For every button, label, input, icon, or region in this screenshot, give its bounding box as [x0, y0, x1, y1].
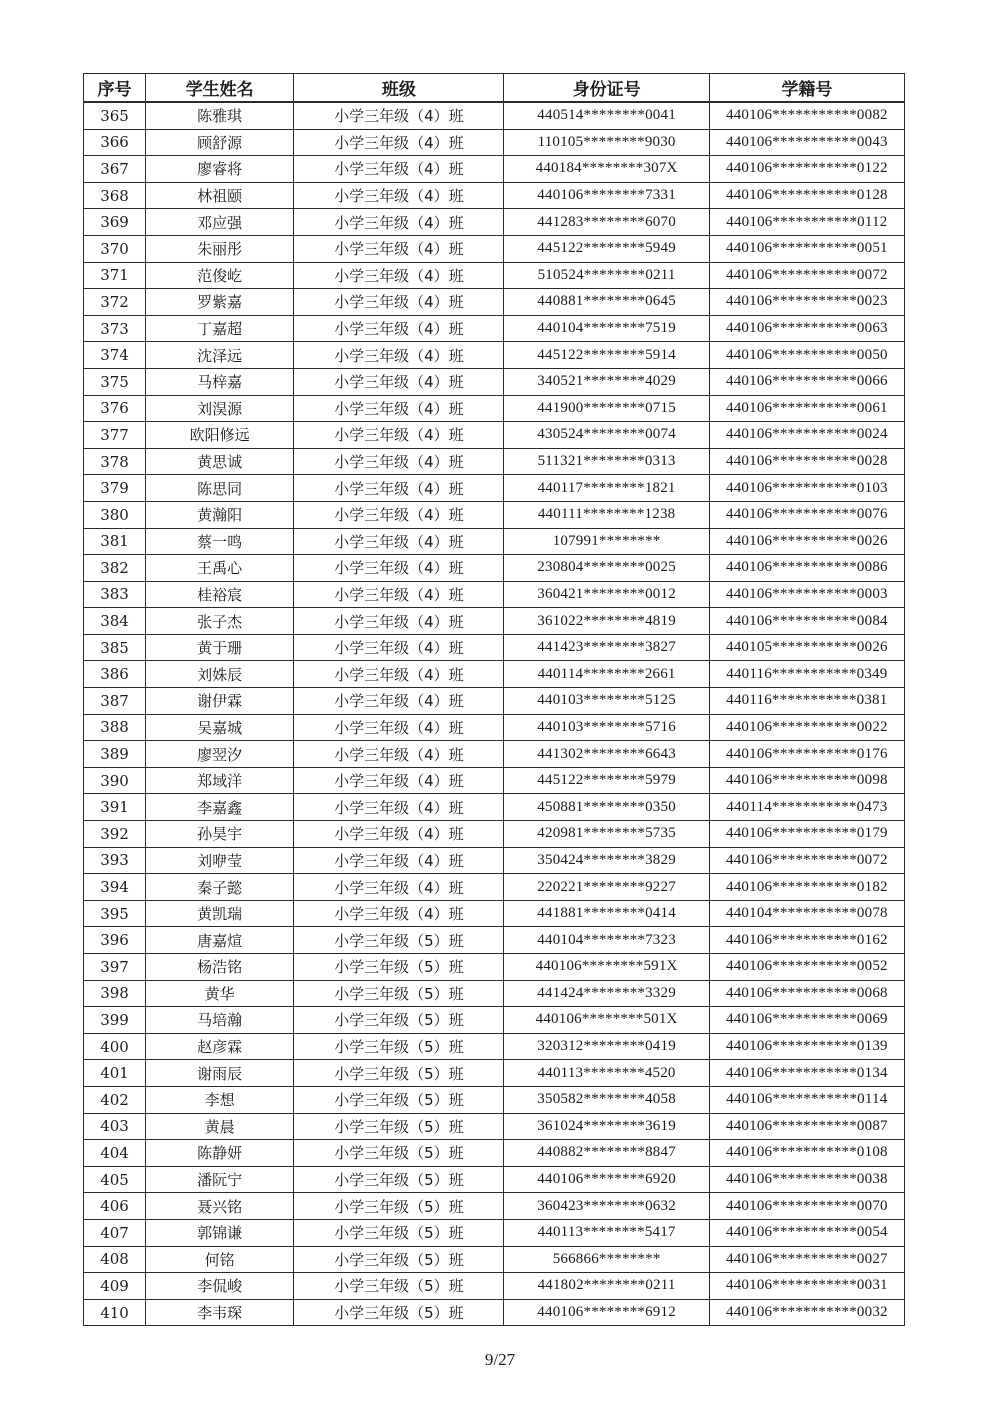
- student-name-cell: 赵彦霖: [146, 1033, 294, 1060]
- serial-number-cell: 404: [84, 1140, 146, 1167]
- id-number-cell: 441802********0211: [504, 1273, 709, 1300]
- serial-number-cell: 405: [84, 1166, 146, 1193]
- serial-number-cell: 376: [84, 395, 146, 422]
- table-row: [84, 1166, 905, 1193]
- table-row: [84, 927, 905, 954]
- student-number-cell: 440106***********0003: [709, 581, 904, 608]
- student-name-cell: 杨浩铭: [146, 954, 294, 981]
- student-number-cell: 440106***********0134: [709, 1060, 904, 1087]
- class-cell: 小学三年级（4）班: [294, 262, 504, 289]
- class-cell: 小学三年级（4）班: [294, 475, 504, 502]
- student-name-cell: 黄于珊: [146, 634, 294, 661]
- student-number-cell: 440106***********0070: [709, 1193, 904, 1220]
- id-number-cell: 445122********5949: [504, 235, 709, 262]
- id-number-cell: 230804********0025: [504, 555, 709, 582]
- table-row: [84, 422, 905, 449]
- student-number-cell: 440106***********0087: [709, 1113, 904, 1140]
- serial-number-cell: 373: [84, 315, 146, 342]
- serial-number-cell: 377: [84, 422, 146, 449]
- id-number-cell: 361022********4819: [504, 608, 709, 635]
- student-number-cell: 440106***********0026: [709, 528, 904, 555]
- student-name-cell: 马培瀚: [146, 1007, 294, 1034]
- serial-number-cell: 366: [84, 129, 146, 156]
- class-cell: 小学三年级（4）班: [294, 847, 504, 874]
- table-row: [84, 1140, 905, 1167]
- table-row: [84, 821, 905, 848]
- table-row: [84, 794, 905, 821]
- id-number-cell: 420981********5735: [504, 821, 709, 848]
- class-cell: 小学三年级（4）班: [294, 235, 504, 262]
- id-number-cell: 440881********0645: [504, 289, 709, 316]
- serial-number-cell: 384: [84, 608, 146, 635]
- student-number-cell: 440106***********0063: [709, 315, 904, 342]
- header-student-number: 学籍号: [709, 74, 904, 103]
- id-number-cell: 440111********1238: [504, 501, 709, 528]
- table-row: [84, 608, 905, 635]
- student-name-cell: 陈思同: [146, 475, 294, 502]
- id-number-cell: 440114********2661: [504, 661, 709, 688]
- class-cell: 小学三年级（4）班: [294, 741, 504, 768]
- class-cell: 小学三年级（5）班: [294, 927, 504, 954]
- table-row: [84, 1219, 905, 1246]
- student-name-cell: 郑域洋: [146, 767, 294, 794]
- header-student-name: 学生姓名: [146, 74, 294, 103]
- id-number-cell: 441283********6070: [504, 209, 709, 236]
- student-name-cell: 林祖颐: [146, 182, 294, 209]
- student-name-cell: 刘咿莹: [146, 847, 294, 874]
- header-serial-number: 序号: [84, 74, 146, 103]
- class-cell: 小学三年级（5）班: [294, 1033, 504, 1060]
- id-number-cell: 361024********3619: [504, 1113, 709, 1140]
- student-name-cell: 范俊屹: [146, 262, 294, 289]
- table-row: [84, 900, 905, 927]
- student-name-cell: 刘姝辰: [146, 661, 294, 688]
- student-number-cell: 440106***********0068: [709, 980, 904, 1007]
- student-number-cell: 440106***********0122: [709, 156, 904, 183]
- student-name-cell: 李侃峻: [146, 1273, 294, 1300]
- serial-number-cell: 395: [84, 900, 146, 927]
- table-row: [84, 767, 905, 794]
- table-row: [84, 1060, 905, 1087]
- student-number-cell: 440106***********0038: [709, 1166, 904, 1193]
- student-name-cell: 廖睿将: [146, 156, 294, 183]
- class-cell: 小学三年级（4）班: [294, 368, 504, 395]
- student-name-cell: 王禹心: [146, 555, 294, 582]
- student-number-cell: 440106***********0032: [709, 1299, 904, 1326]
- student-name-cell: 陈雅琪: [146, 102, 294, 129]
- serial-number-cell: 380: [84, 501, 146, 528]
- student-name-cell: 欧阳修远: [146, 422, 294, 449]
- student-number-cell: 440116***********0381: [709, 688, 904, 715]
- id-number-cell: 450881********0350: [504, 794, 709, 821]
- class-cell: 小学三年级（4）班: [294, 448, 504, 475]
- id-number-cell: 320312********0419: [504, 1033, 709, 1060]
- id-number-cell: 510524********0211: [504, 262, 709, 289]
- id-number-cell: 440882********8847: [504, 1140, 709, 1167]
- student-number-cell: 440106***********0128: [709, 182, 904, 209]
- student-number-cell: 440106***********0086: [709, 555, 904, 582]
- class-cell: 小学三年级（4）班: [294, 821, 504, 848]
- id-number-cell: 440104********7323: [504, 927, 709, 954]
- student-number-cell: 440106***********0084: [709, 608, 904, 635]
- table-row: [84, 1007, 905, 1034]
- header-class: 班级: [294, 74, 504, 103]
- student-name-cell: 沈泽远: [146, 342, 294, 369]
- id-number-cell: 350582********4058: [504, 1086, 709, 1113]
- serial-number-cell: 379: [84, 475, 146, 502]
- student-name-cell: 谢伊霖: [146, 688, 294, 715]
- student-number-cell: 440106***********0052: [709, 954, 904, 981]
- id-number-cell: 440103********5125: [504, 688, 709, 715]
- class-cell: 小学三年级（4）班: [294, 422, 504, 449]
- id-number-cell: 440106********7331: [504, 182, 709, 209]
- table-row: [84, 501, 905, 528]
- student-number-cell: 440106***********0112: [709, 209, 904, 236]
- serial-number-cell: 402: [84, 1086, 146, 1113]
- table-row: [84, 555, 905, 582]
- serial-number-cell: 368: [84, 182, 146, 209]
- id-number-cell: 360423********0632: [504, 1193, 709, 1220]
- student-number-cell: 440106***********0182: [709, 874, 904, 901]
- table-row: [84, 1193, 905, 1220]
- student-name-cell: 李想: [146, 1086, 294, 1113]
- student-number-cell: 440106***********0098: [709, 767, 904, 794]
- table-row: [84, 262, 905, 289]
- student-number-cell: 440106***********0162: [709, 927, 904, 954]
- student-name-cell: 罗紫嘉: [146, 289, 294, 316]
- serial-number-cell: 367: [84, 156, 146, 183]
- table-row: [84, 874, 905, 901]
- student-number-cell: 440106***********0050: [709, 342, 904, 369]
- id-number-cell: 445122********5979: [504, 767, 709, 794]
- table-row: [84, 395, 905, 422]
- table-row: [84, 102, 905, 129]
- table-row: [84, 129, 905, 156]
- student-name-cell: 何铭: [146, 1246, 294, 1273]
- id-number-cell: 440106********501X: [504, 1007, 709, 1034]
- class-cell: 小学三年级（4）班: [294, 900, 504, 927]
- class-cell: 小学三年级（5）班: [294, 1273, 504, 1300]
- table-row: [84, 1246, 905, 1273]
- id-number-cell: 441423********3827: [504, 634, 709, 661]
- table-body: [84, 102, 905, 1326]
- id-number-cell: 445122********5914: [504, 342, 709, 369]
- class-cell: 小学三年级（5）班: [294, 1193, 504, 1220]
- student-number-cell: 440106***********0051: [709, 235, 904, 262]
- table-row: [84, 342, 905, 369]
- class-cell: 小学三年级（5）班: [294, 1140, 504, 1167]
- student-number-cell: 440106***********0024: [709, 422, 904, 449]
- header-id-number: 身份证号: [504, 74, 709, 103]
- serial-number-cell: 374: [84, 342, 146, 369]
- student-name-cell: 顾舒源: [146, 129, 294, 156]
- serial-number-cell: 389: [84, 741, 146, 768]
- table-row: [84, 1299, 905, 1326]
- serial-number-cell: 378: [84, 448, 146, 475]
- class-cell: 小学三年级（5）班: [294, 980, 504, 1007]
- student-number-cell: 440106***********0176: [709, 741, 904, 768]
- student-number-cell: 440106***********0027: [709, 1246, 904, 1273]
- serial-number-cell: 383: [84, 581, 146, 608]
- class-cell: 小学三年级（4）班: [294, 182, 504, 209]
- class-cell: 小学三年级（5）班: [294, 1246, 504, 1273]
- id-number-cell: 220221********9227: [504, 874, 709, 901]
- student-number-cell: 440114***********0473: [709, 794, 904, 821]
- student-name-cell: 邓应强: [146, 209, 294, 236]
- student-name-cell: 刘淏源: [146, 395, 294, 422]
- serial-number-cell: 406: [84, 1193, 146, 1220]
- table-row: [84, 475, 905, 502]
- student-number-cell: 440106***********0023: [709, 289, 904, 316]
- table-row: [84, 714, 905, 741]
- class-cell: 小学三年级（4）班: [294, 608, 504, 635]
- student-name-cell: 吴嘉城: [146, 714, 294, 741]
- student-name-cell: 桂裕宸: [146, 581, 294, 608]
- table-row: [84, 448, 905, 475]
- id-number-cell: 440113********5417: [504, 1219, 709, 1246]
- student-number-cell: 440106***********0103: [709, 475, 904, 502]
- class-cell: 小学三年级（5）班: [294, 1219, 504, 1246]
- student-roster-table: [83, 73, 905, 1326]
- student-name-cell: 张子杰: [146, 608, 294, 635]
- student-number-cell: 440105***********0026: [709, 634, 904, 661]
- table-row: [84, 209, 905, 236]
- table-row: [84, 741, 905, 768]
- table-row: [84, 1113, 905, 1140]
- student-name-cell: 廖翌汐: [146, 741, 294, 768]
- id-number-cell: 360421********0012: [504, 581, 709, 608]
- class-cell: 小学三年级（5）班: [294, 1060, 504, 1087]
- serial-number-cell: 410: [84, 1299, 146, 1326]
- serial-number-cell: 393: [84, 847, 146, 874]
- class-cell: 小学三年级（4）班: [294, 874, 504, 901]
- serial-number-cell: 394: [84, 874, 146, 901]
- serial-number-cell: 396: [84, 927, 146, 954]
- serial-number-cell: 392: [84, 821, 146, 848]
- id-number-cell: 566866********: [504, 1246, 709, 1273]
- serial-number-cell: 397: [84, 954, 146, 981]
- class-cell: 小学三年级（4）班: [294, 688, 504, 715]
- class-cell: 小学三年级（4）班: [294, 342, 504, 369]
- serial-number-cell: 398: [84, 980, 146, 1007]
- id-number-cell: 110105********9030: [504, 129, 709, 156]
- table-row: [84, 528, 905, 555]
- class-cell: 小学三年级（4）班: [294, 289, 504, 316]
- serial-number-cell: 407: [84, 1219, 146, 1246]
- student-name-cell: 孙昊宇: [146, 821, 294, 848]
- serial-number-cell: 372: [84, 289, 146, 316]
- id-number-cell: 107991********: [504, 528, 709, 555]
- class-cell: 小学三年级（5）班: [294, 954, 504, 981]
- serial-number-cell: 369: [84, 209, 146, 236]
- table-row: [84, 289, 905, 316]
- student-name-cell: 黄瀚阳: [146, 501, 294, 528]
- student-name-cell: 李嘉鑫: [146, 794, 294, 821]
- table-row: [84, 847, 905, 874]
- table-row: [84, 368, 905, 395]
- student-name-cell: 丁嘉超: [146, 315, 294, 342]
- id-number-cell: 350424********3829: [504, 847, 709, 874]
- id-number-cell: 441900********0715: [504, 395, 709, 422]
- serial-number-cell: 388: [84, 714, 146, 741]
- table-row: [84, 315, 905, 342]
- header-row: [84, 74, 905, 103]
- table-row: [84, 1033, 905, 1060]
- serial-number-cell: 401: [84, 1060, 146, 1087]
- student-number-cell: 440106***********0069: [709, 1007, 904, 1034]
- table-row: [84, 156, 905, 183]
- serial-number-cell: 403: [84, 1113, 146, 1140]
- class-cell: 小学三年级（4）班: [294, 209, 504, 236]
- student-number-cell: 440106***********0072: [709, 262, 904, 289]
- id-number-cell: 440514********0041: [504, 102, 709, 129]
- class-cell: 小学三年级（5）班: [294, 1007, 504, 1034]
- student-name-cell: 黄思诚: [146, 448, 294, 475]
- id-number-cell: 511321********0313: [504, 448, 709, 475]
- student-name-cell: 朱丽彤: [146, 235, 294, 262]
- serial-number-cell: 390: [84, 767, 146, 794]
- serial-number-cell: 371: [84, 262, 146, 289]
- student-number-cell: 440106***********0108: [709, 1140, 904, 1167]
- table-row: [84, 182, 905, 209]
- serial-number-cell: 365: [84, 102, 146, 129]
- student-number-cell: 440116***********0349: [709, 661, 904, 688]
- id-number-cell: 441302********6643: [504, 741, 709, 768]
- table-row: [84, 1273, 905, 1300]
- student-name-cell: 黄华: [146, 980, 294, 1007]
- student-number-cell: 440106***********0179: [709, 821, 904, 848]
- class-cell: 小学三年级（4）班: [294, 129, 504, 156]
- class-cell: 小学三年级（4）班: [294, 395, 504, 422]
- serial-number-cell: 400: [84, 1033, 146, 1060]
- page-number: 9/27: [484, 1350, 516, 1369]
- student-number-cell: 440104***********0078: [709, 900, 904, 927]
- student-number-cell: 440106***********0054: [709, 1219, 904, 1246]
- table-row: [84, 980, 905, 1007]
- student-name-cell: 潘阮宁: [146, 1166, 294, 1193]
- serial-number-cell: 409: [84, 1273, 146, 1300]
- student-number-cell: 440106***********0082: [709, 102, 904, 129]
- serial-number-cell: 370: [84, 235, 146, 262]
- student-number-cell: 440106***********0028: [709, 448, 904, 475]
- table-row: [84, 954, 905, 981]
- serial-number-cell: 399: [84, 1007, 146, 1034]
- student-name-cell: 李韦琛: [146, 1299, 294, 1326]
- table-row: [84, 235, 905, 262]
- student-name-cell: 郭锦谦: [146, 1219, 294, 1246]
- student-name-cell: 聂兴铭: [146, 1193, 294, 1220]
- id-number-cell: 430524********0074: [504, 422, 709, 449]
- id-number-cell: 340521********4029: [504, 368, 709, 395]
- id-number-cell: 440106********6920: [504, 1166, 709, 1193]
- class-cell: 小学三年级（5）班: [294, 1086, 504, 1113]
- class-cell: 小学三年级（4）班: [294, 555, 504, 582]
- student-number-cell: 440106***********0022: [709, 714, 904, 741]
- student-number-cell: 440106***********0139: [709, 1033, 904, 1060]
- table-row: [84, 661, 905, 688]
- student-number-cell: 440106***********0114: [709, 1086, 904, 1113]
- class-cell: 小学三年级（4）班: [294, 794, 504, 821]
- class-cell: 小学三年级（4）班: [294, 501, 504, 528]
- id-number-cell: 440113********4520: [504, 1060, 709, 1087]
- class-cell: 小学三年级（4）班: [294, 528, 504, 555]
- id-number-cell: 440117********1821: [504, 475, 709, 502]
- id-number-cell: 440106********6912: [504, 1299, 709, 1326]
- class-cell: 小学三年级（4）班: [294, 767, 504, 794]
- id-number-cell: 440106********591X: [504, 954, 709, 981]
- class-cell: 小学三年级（4）班: [294, 714, 504, 741]
- class-cell: 小学三年级（4）班: [294, 156, 504, 183]
- student-number-cell: 440106***********0061: [709, 395, 904, 422]
- serial-number-cell: 375: [84, 368, 146, 395]
- student-name-cell: 黄凯瑞: [146, 900, 294, 927]
- class-cell: 小学三年级（5）班: [294, 1299, 504, 1326]
- table-row: [84, 634, 905, 661]
- table-row: [84, 688, 905, 715]
- id-number-cell: 440104********7519: [504, 315, 709, 342]
- class-cell: 小学三年级（4）班: [294, 315, 504, 342]
- student-name-cell: 马梓嘉: [146, 368, 294, 395]
- class-cell: 小学三年级（5）班: [294, 1113, 504, 1140]
- student-name-cell: 谢雨辰: [146, 1060, 294, 1087]
- serial-number-cell: 387: [84, 688, 146, 715]
- class-cell: 小学三年级（4）班: [294, 102, 504, 129]
- student-number-cell: 440106***********0066: [709, 368, 904, 395]
- id-number-cell: 441424********3329: [504, 980, 709, 1007]
- student-number-cell: 440106***********0072: [709, 847, 904, 874]
- student-name-cell: 蔡一鸣: [146, 528, 294, 555]
- serial-number-cell: 385: [84, 634, 146, 661]
- class-cell: 小学三年级（4）班: [294, 634, 504, 661]
- serial-number-cell: 382: [84, 555, 146, 582]
- student-number-cell: 440106***********0076: [709, 501, 904, 528]
- student-name-cell: 黄晨: [146, 1113, 294, 1140]
- id-number-cell: 440184********307X: [504, 156, 709, 183]
- student-name-cell: 唐嘉煊: [146, 927, 294, 954]
- id-number-cell: 440103********5716: [504, 714, 709, 741]
- serial-number-cell: 386: [84, 661, 146, 688]
- class-cell: 小学三年级（4）班: [294, 581, 504, 608]
- student-number-cell: 440106***********0043: [709, 129, 904, 156]
- id-number-cell: 441881********0414: [504, 900, 709, 927]
- student-name-cell: 秦子懿: [146, 874, 294, 901]
- class-cell: 小学三年级（5）班: [294, 1166, 504, 1193]
- class-cell: 小学三年级（4）班: [294, 661, 504, 688]
- table-row: [84, 581, 905, 608]
- serial-number-cell: 408: [84, 1246, 146, 1273]
- serial-number-cell: 381: [84, 528, 146, 555]
- student-number-cell: 440106***********0031: [709, 1273, 904, 1300]
- table-header: [84, 74, 905, 103]
- table-row: [84, 1086, 905, 1113]
- student-name-cell: 陈静妍: [146, 1140, 294, 1167]
- serial-number-cell: 391: [84, 794, 146, 821]
